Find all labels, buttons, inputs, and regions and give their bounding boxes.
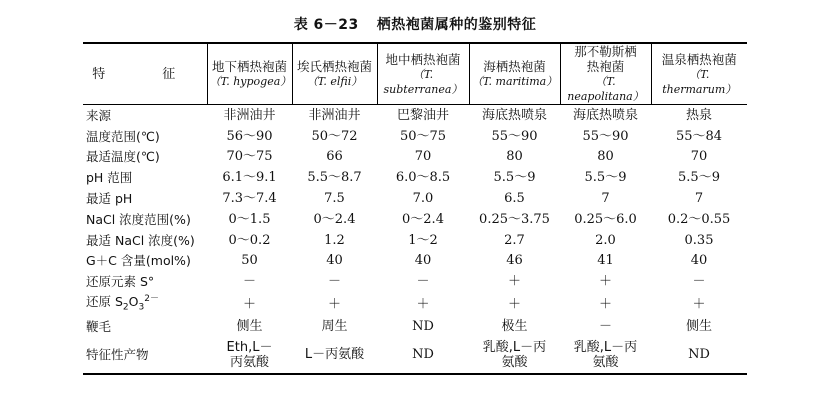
table-row <box>83 230 747 251</box>
table-cell: 0～2.4 <box>313 211 356 227</box>
table-cell: 0～0.2 <box>228 232 271 248</box>
table-cell: 乳酸,L－丙氨酸 <box>573 339 638 370</box>
table-cell: 40 <box>690 253 708 269</box>
table-row <box>83 126 747 147</box>
table-row <box>83 147 747 168</box>
table-row <box>83 292 747 316</box>
table-cell: 6.5 <box>504 191 525 207</box>
table-cell: 乳酸,L－丙氨酸 <box>482 339 547 370</box>
table-row <box>83 316 747 337</box>
table-cell: 海底热喷泉 <box>572 107 638 123</box>
table-cell: 56～90 <box>226 128 273 144</box>
table-cell: － <box>692 274 706 290</box>
table-cell: 50～75 <box>399 128 447 144</box>
table-cell: 70 <box>690 149 708 165</box>
header-species: 海栖热袍菌 （T. maritima） <box>469 43 560 105</box>
row-label: 最适 pH <box>86 191 133 207</box>
table-cell: 66 <box>326 149 343 165</box>
table-cell: 5.5～8.7 <box>307 170 362 186</box>
table-caption <box>0 14 830 34</box>
table-row <box>83 105 747 126</box>
table-cell: 巴黎油井 <box>396 107 449 123</box>
table-cell: ＋ <box>242 296 256 312</box>
table-cell: 海底热喷泉 <box>481 107 547 123</box>
table-cell: 5.5～9 <box>678 170 720 186</box>
header-species: 埃氏栖热袍菌 （T. elfii） <box>292 43 377 105</box>
table-cell: 0.25～3.75 <box>479 211 550 227</box>
table-cell: 7 <box>694 191 704 207</box>
table-cell: 热泉 <box>685 107 712 123</box>
table-cell: ＋ <box>507 274 521 290</box>
table-cell: 50 <box>241 253 258 269</box>
table-cell: 0.2～0.55 <box>667 211 731 227</box>
table-cell: 极生 <box>501 318 528 334</box>
table-cell: 5.5～9 <box>493 170 536 186</box>
table-cell: 2.0 <box>595 232 616 248</box>
header-feature: 特 征 <box>92 66 198 82</box>
table-cell: 41 <box>597 253 614 269</box>
row-label: 来源 <box>86 107 112 123</box>
table-cell: 7 <box>601 191 610 207</box>
row-label: 鞭毛 <box>86 318 112 334</box>
table-cell: 55～90 <box>491 128 538 144</box>
table-cell: ＋ <box>507 296 521 312</box>
table-cell: 46 <box>506 253 523 269</box>
table-row <box>83 271 747 292</box>
table-cell: ＋ <box>598 296 612 312</box>
table-cell: ND <box>412 318 434 334</box>
table-cell: ＋ <box>416 296 430 312</box>
table-cell: 55～90 <box>582 128 629 144</box>
header-species: 温泉栖热袍菌 （T. thermarum） <box>651 43 747 105</box>
header-species: 地下栖热袍菌 （T. hypogea） <box>207 43 292 105</box>
table-cell: 40 <box>326 253 343 269</box>
row-label: 还原 $S_2O_3^{2-}$ <box>86 294 159 313</box>
row-label: G＋C 含量(mol%) <box>86 253 191 269</box>
table-cell: 6.1～9.1 <box>222 170 277 186</box>
table-cell: 80 <box>506 149 523 165</box>
table-cell: 50～72 <box>311 128 358 144</box>
table-cell: ＋ <box>598 274 612 290</box>
table-cell: ＋ <box>327 296 341 312</box>
row-label: 温度范围(℃) <box>86 128 160 144</box>
table-cell: Eth,L－丙氨酸 <box>226 339 273 370</box>
table-cell: 7.3～7.4 <box>222 191 277 207</box>
row-label: 最适 NaCl 浓度(%) <box>86 232 195 248</box>
table-cell: 5.5～9 <box>584 170 627 186</box>
row-label: 最适温度(℃) <box>86 149 160 165</box>
table-row <box>83 167 747 188</box>
row-label: NaCl 浓度范围(%) <box>86 211 191 227</box>
table-title: 栖热袍菌属种的鉴别特征 <box>376 17 537 33</box>
table-cell: － <box>598 318 612 334</box>
table-cell: 侧生 <box>236 318 263 334</box>
row-label: 还原元素 S° <box>86 274 155 290</box>
table-row <box>83 251 747 272</box>
row-label: 特征性产物 <box>86 347 149 363</box>
table-row <box>83 209 747 230</box>
table-cell: 侧生 <box>685 318 712 334</box>
table-cell: 1～2 <box>408 232 438 248</box>
table-cell: 7.0 <box>412 191 434 207</box>
identification-table <box>83 42 747 375</box>
table-cell: － <box>416 274 430 290</box>
table-cell: 7.5 <box>324 191 345 207</box>
table-cell: 0～1.5 <box>228 211 271 227</box>
table-cell: 非洲油井 <box>223 107 276 123</box>
table-cell: 40 <box>414 253 432 269</box>
header-row <box>83 43 747 105</box>
table-number: 表 6－23 <box>293 17 359 33</box>
table-cell: ND <box>688 347 710 363</box>
table-cell: － <box>242 274 256 290</box>
table-cell: 80 <box>597 149 614 165</box>
table-cell: 70 <box>414 149 432 165</box>
table-row <box>83 188 747 209</box>
table-cell: 6.0～8.5 <box>395 170 451 186</box>
table-cell: 1.2 <box>324 232 345 248</box>
table-cell: ＋ <box>692 296 706 312</box>
header-species: 地中栖热袍菌 （T. subterranea） <box>377 43 469 105</box>
table-cell: 55～84 <box>675 128 723 144</box>
table-cell: 0.35 <box>684 232 714 248</box>
table-row <box>83 337 747 374</box>
table-cell: 非洲油井 <box>308 107 361 123</box>
header-species: 那不勒斯栖热袍菌 （T. neapolitana） <box>560 43 651 105</box>
table-cell: － <box>327 274 341 290</box>
table-cell: 0.25～6.0 <box>574 211 637 227</box>
table-cell: ND <box>412 347 434 363</box>
table-cell: 2.7 <box>504 232 525 248</box>
table-cell: 0～2.4 <box>402 211 444 227</box>
table-cell: 周生 <box>321 318 348 334</box>
row-label: pH 范围 <box>86 170 133 186</box>
table-cell: L－丙氨酸 <box>304 347 365 363</box>
table-cell: 70～75 <box>226 149 273 165</box>
